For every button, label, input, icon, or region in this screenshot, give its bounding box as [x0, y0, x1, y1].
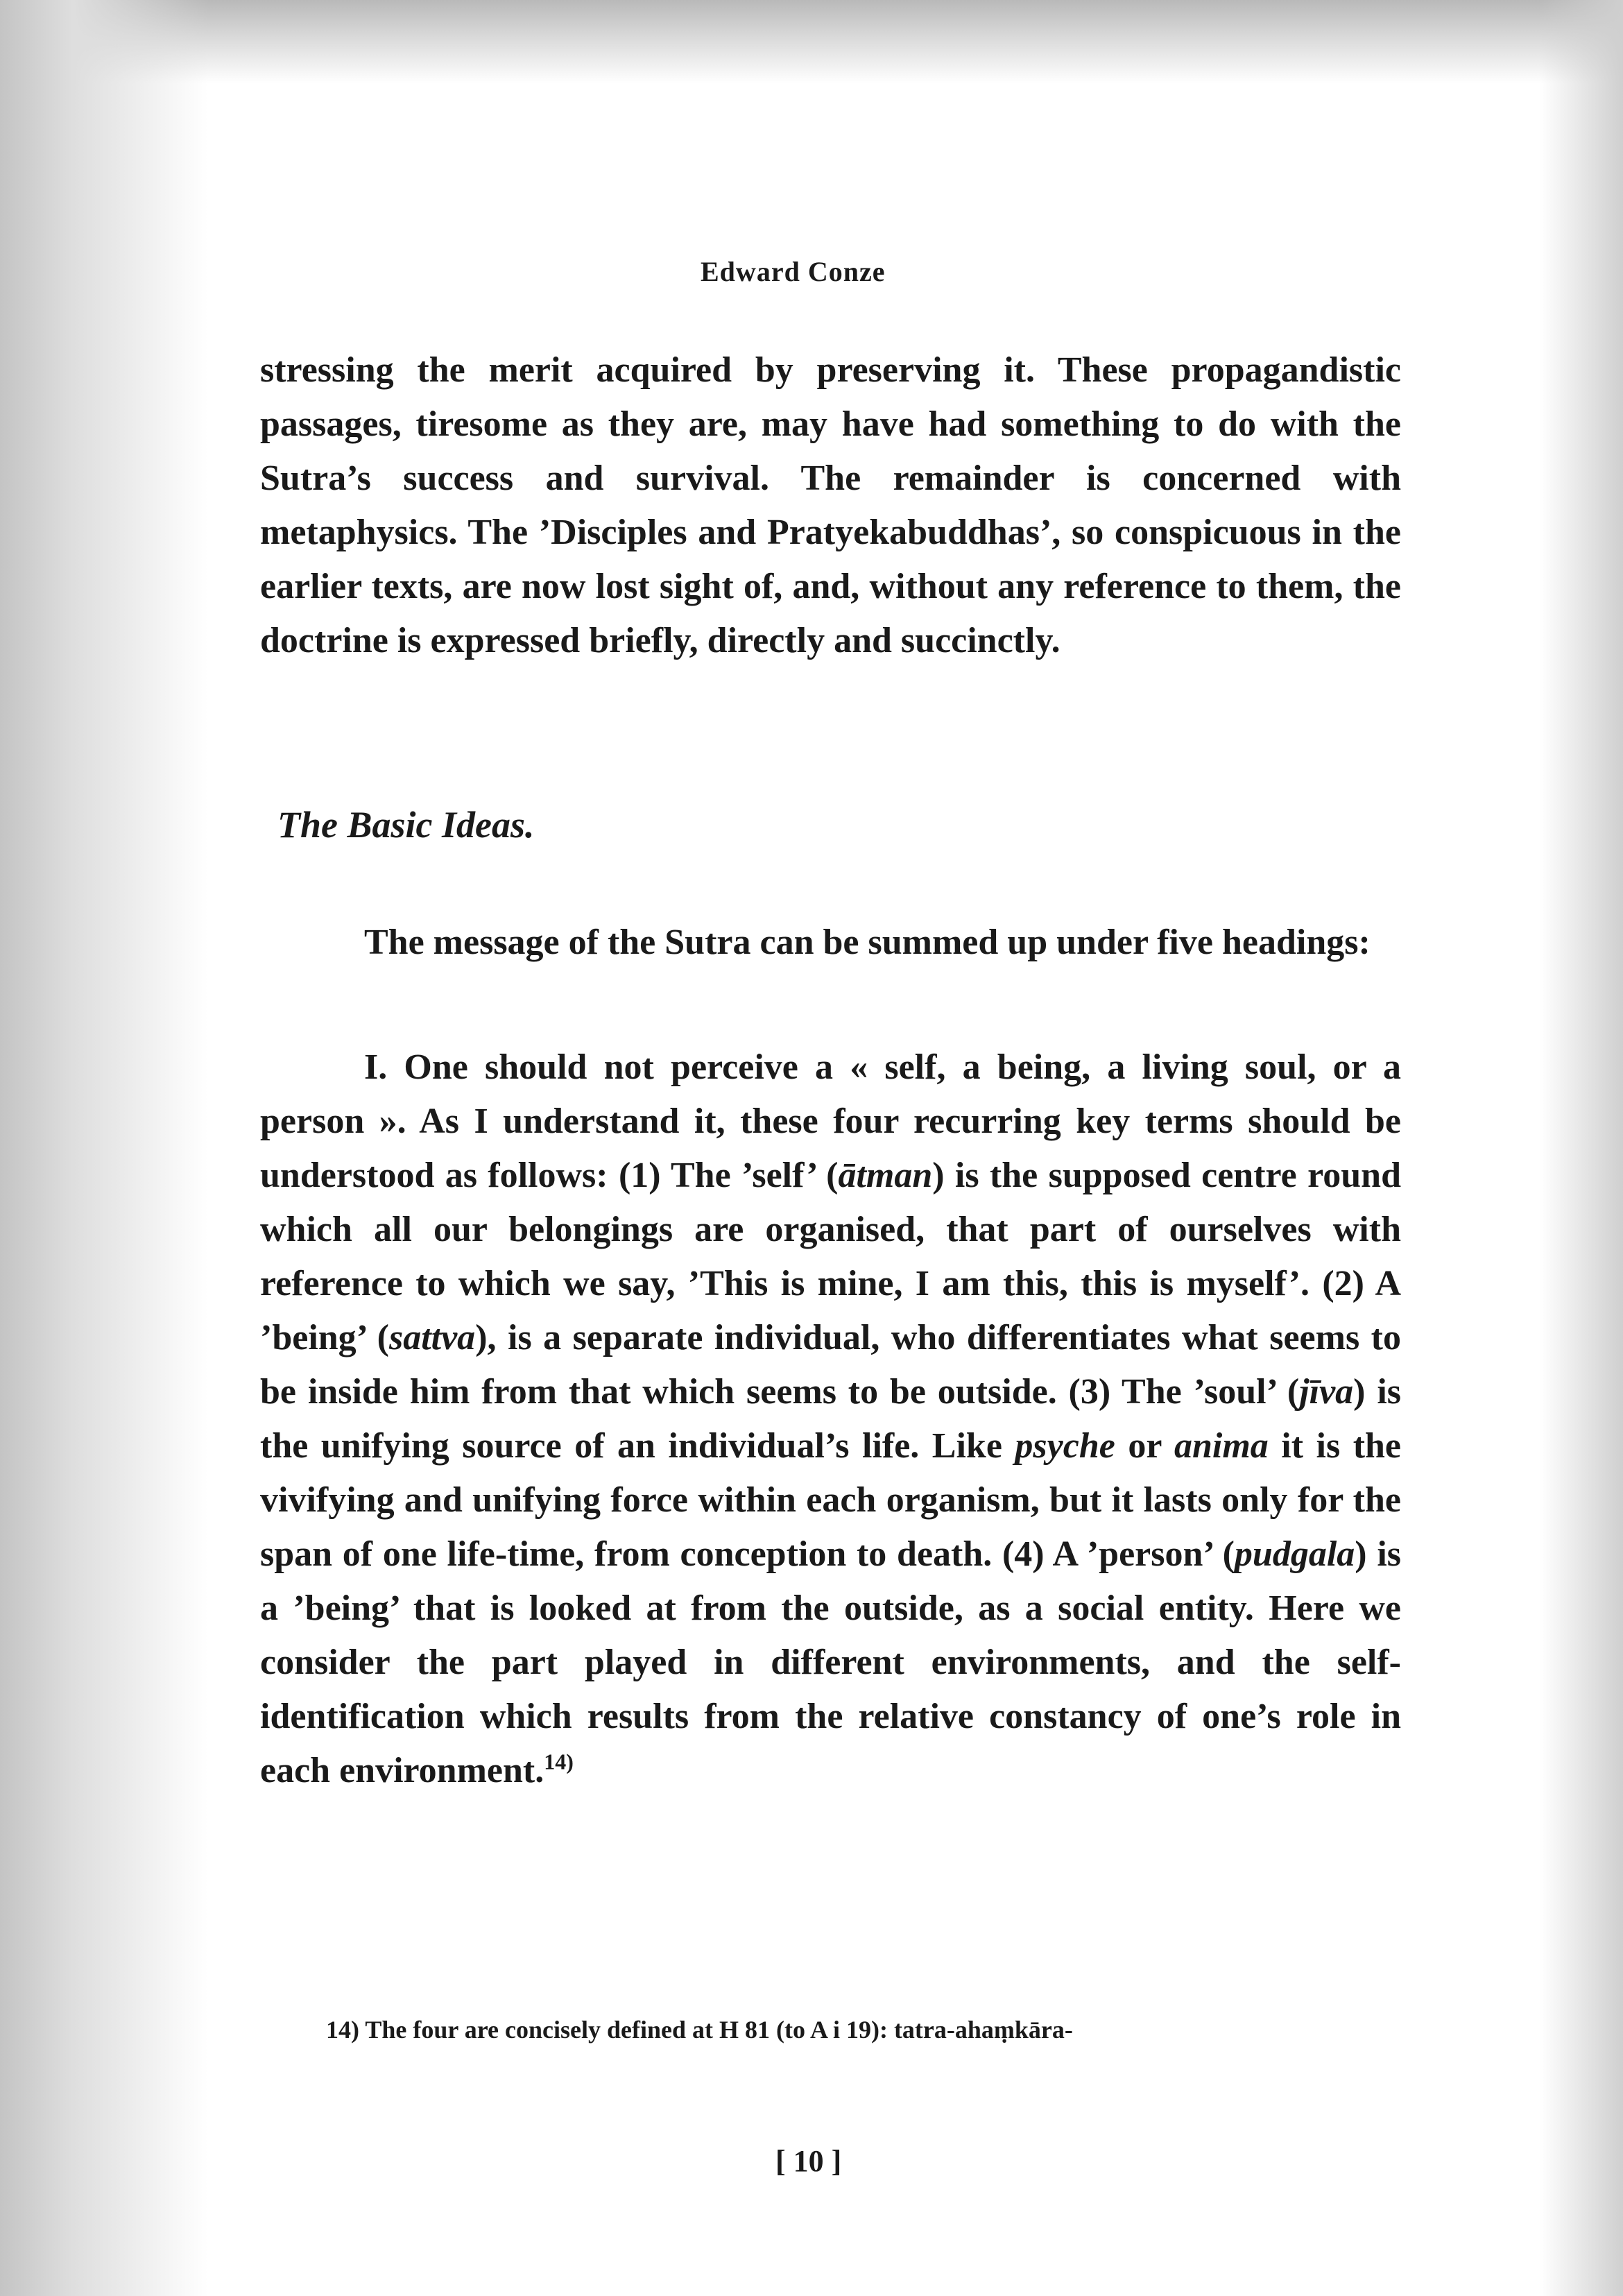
p3-text-6: it is the vivifying and unifying force within each organism, but it lasts only for the span of one life-time, from conception to death. (4) A ’person’ (	[260, 1426, 1402, 1574]
term-atman: ātman	[838, 1156, 933, 1195]
paragraph-1-text: stressing the merit acquired by preserving it. These propagandistic passages, tiresome as they are, may have had something to do with the Sutra’s success and survival. The remainder is concerned with metaphysics. The ’Disciples and Pratyekabuddhas’, so conspicuous in the earlier texts, are now lost sight of, and, without any reference to them, the doctrine is expressed briefly, directly and succinctly.	[260, 350, 1401, 660]
p3-text-4: ) is the unifying source of an individual’s life. Like	[260, 1372, 1402, 1466]
scan-shadow-top	[0, 0, 1623, 83]
scan-shadow-right	[1540, 0, 1623, 2296]
paragraph-1	[260, 343, 1401, 668]
paragraph-2-text: The message of the Sutra can be summed up under five headings:	[364, 923, 1371, 962]
scan-shadow-left	[0, 0, 208, 2296]
paragraph-2	[260, 916, 1401, 970]
paragraph-3	[260, 1040, 1401, 1798]
term-psyche: psyche	[1015, 1426, 1115, 1466]
page-number: [ 10 ]	[775, 2144, 842, 2178]
section-heading: The Basic Ideas.	[277, 804, 535, 846]
p3-text-5: or	[1115, 1426, 1174, 1466]
term-pudgala: pudgala	[1234, 1534, 1355, 1574]
p3-text-1: I. One should not perceive a « self, a being, a living soul, or a person ». As I understand it, these four recurring key terms should be understood as follows: (1) The ’self’ (	[260, 1047, 1401, 1195]
footnote-reference: 14)	[544, 1749, 574, 1774]
p3-text-3: ), is a separate individual, who differentiates what seems to be inside him from that which seems to be outside. (3) The ’soul’ (	[260, 1318, 1401, 1412]
term-jiva: jīva	[1299, 1372, 1354, 1412]
footnote: 14) The four are concisely defined at H 81 (to A i 19): tatra-ahaṃkāra-	[326, 2016, 1073, 2044]
term-sattva: sattva	[388, 1318, 476, 1357]
paragraph-3-text	[260, 1040, 1401, 1798]
running-head: Edward Conze	[701, 256, 886, 287]
p3-text-7: ) is a ’being’ that is looked at from the outside, as a social entity. Here we consider the part played in different environments, and the self-identification which results from the relative constancy of one’s role in each environment.	[260, 1534, 1401, 1790]
term-anima: anima	[1174, 1426, 1269, 1466]
p3-text-2: ) is the supposed centre round which all our belongings are organised, that part of ourselves with reference to which we say, ’This is mine, I am this, this is myself’. (2) A ’being’ (	[260, 1156, 1401, 1357]
